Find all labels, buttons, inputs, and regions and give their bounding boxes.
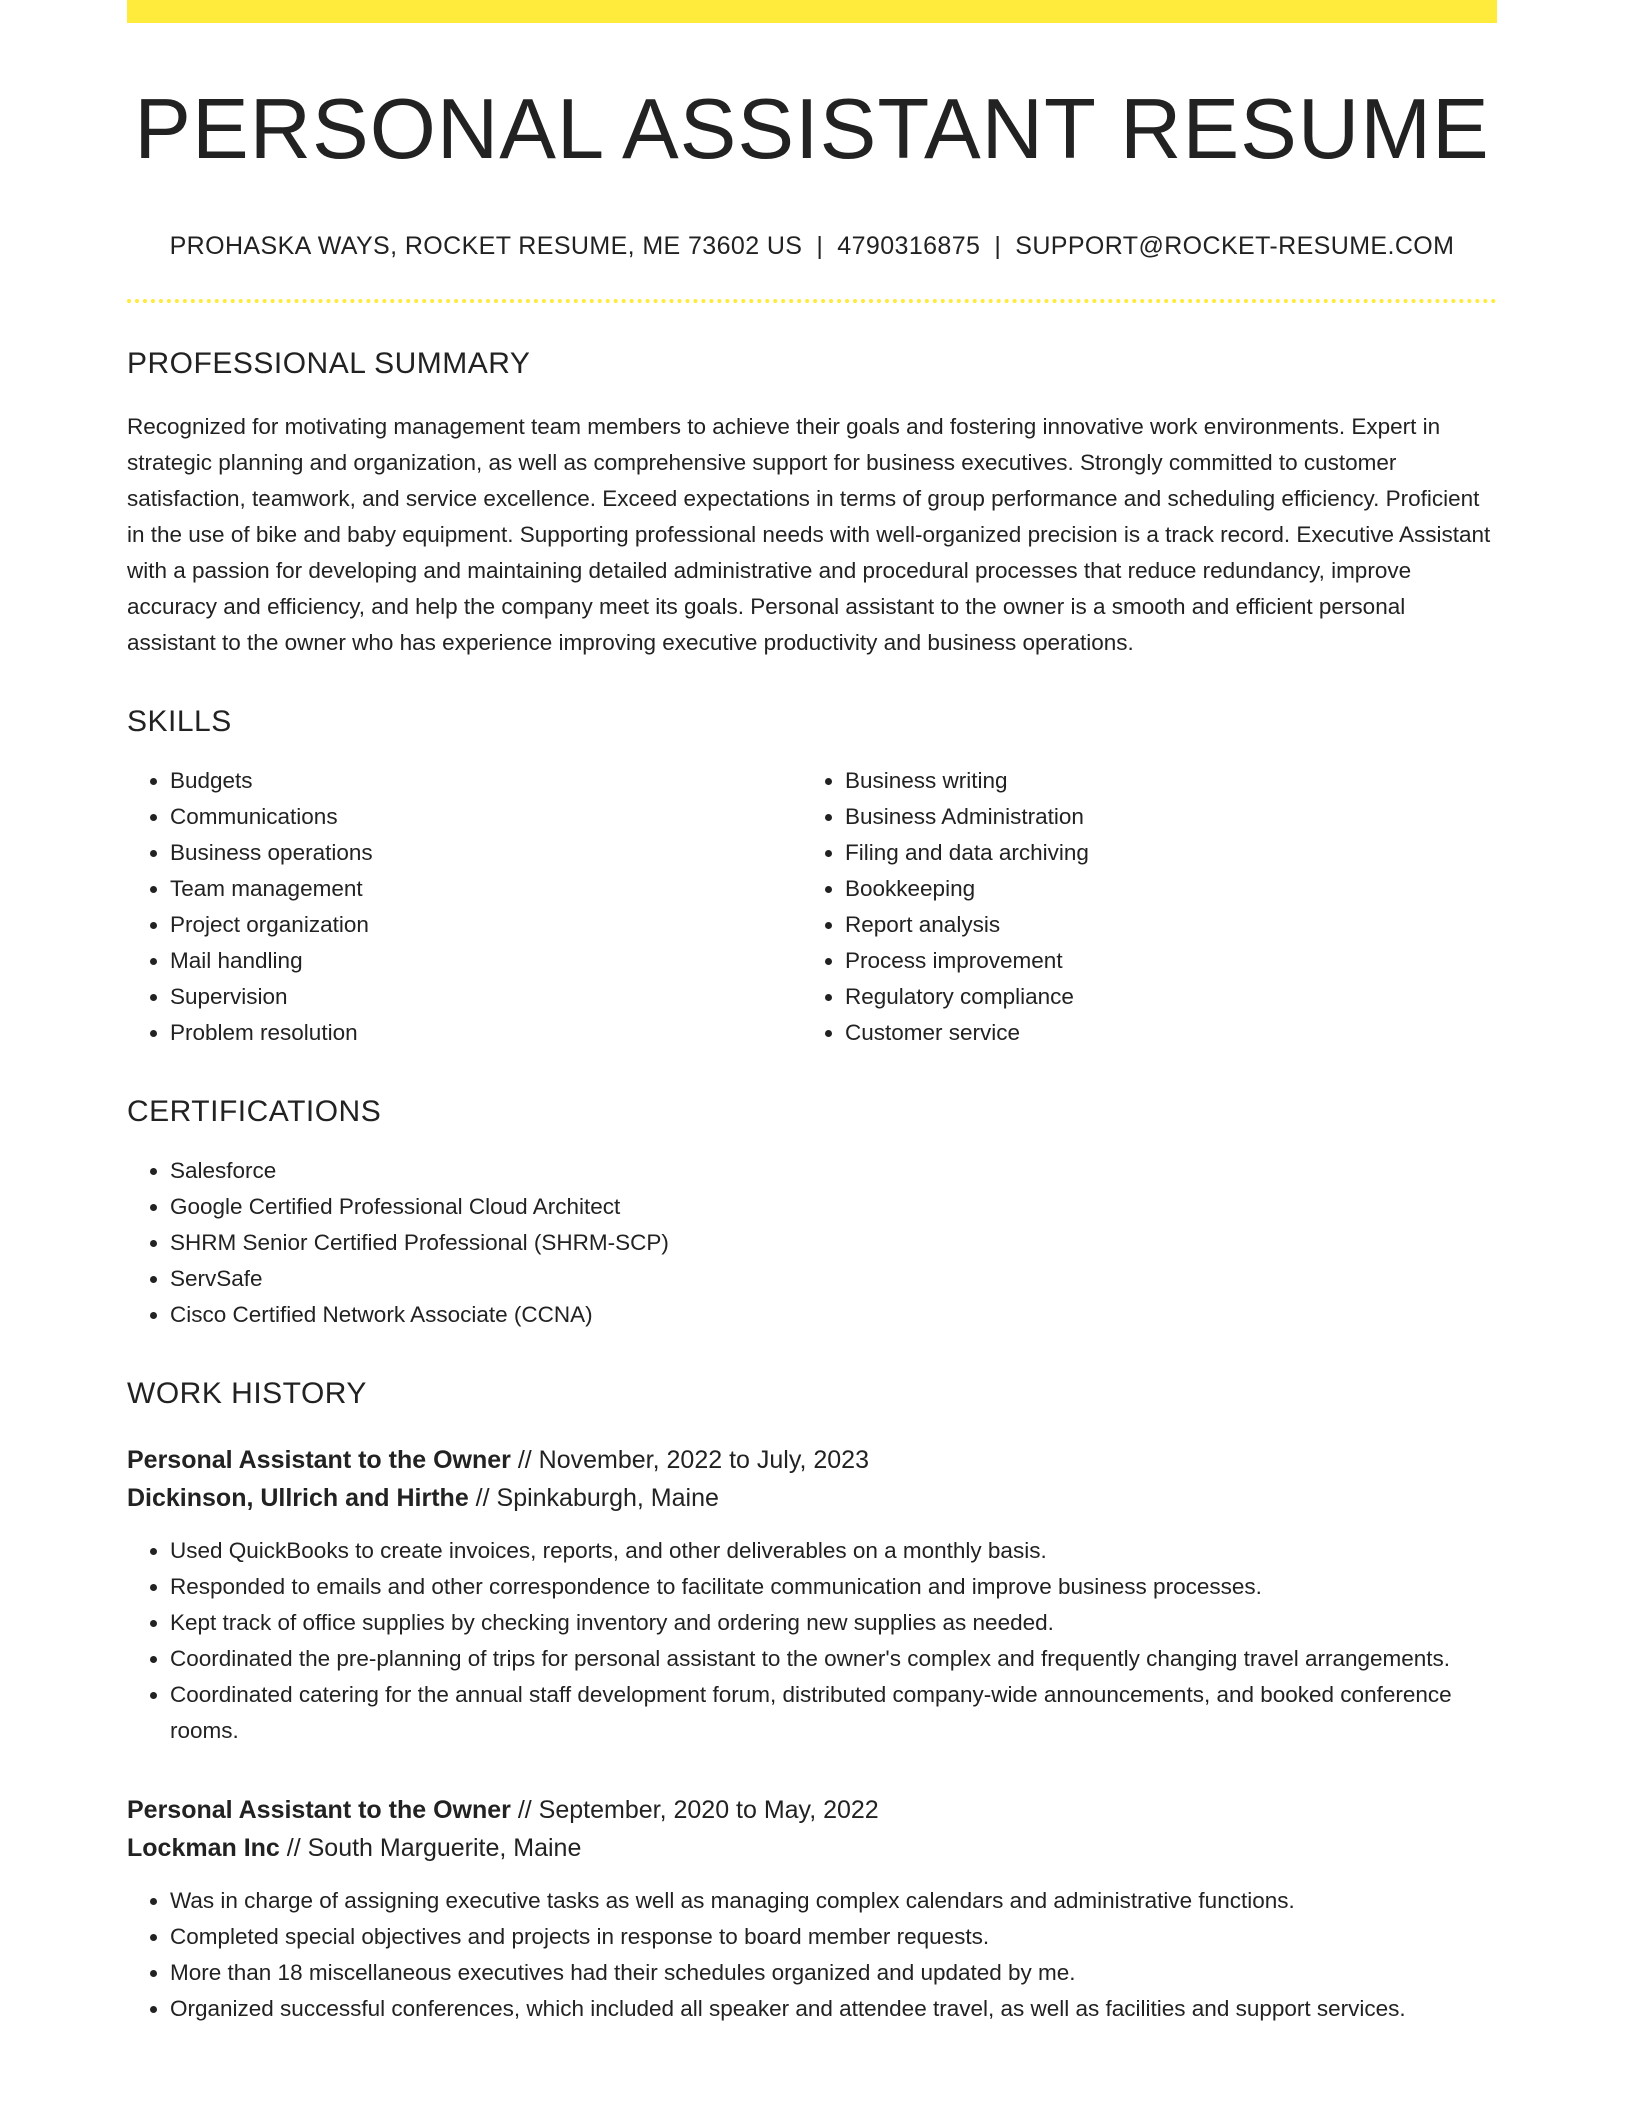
contact-address: PROHASKA WAYS, ROCKET RESUME, ME 73602 US [169, 231, 803, 260]
contact-phone: 4790316875 [837, 231, 981, 260]
skill-item: • Bookkeeping [845, 871, 1477, 907]
job-bullet: • Coordinated catering for the annual staff development forum, distributed company-wide announcements, and booked conference rooms. [170, 1677, 1497, 1749]
certifications-heading: CERTIFICATIONS [127, 1094, 382, 1128]
skills-list-right [802, 763, 1477, 1051]
skill-item: • Process improvement [845, 943, 1477, 979]
summary-text: Recognized for motivating management team members to achieve their goals and fostering innovative work environments. Expert in strategic planning and organization, as well as comprehensive support for business executives. Strongly committed to customer satisfaction, teamwork, and service excellence. Exceed expectations in terms of group performance and scheduling efficiency. Proficient in the use of bike and baby equipment. Supporting professional needs with well-organized precision is a track record. Executive Assistant with a passion for developing and maintaining detailed administrative and procedural processes that reduce redundancy, improve accuracy and efficiency, and help the company meet its goals. Personal assistant to the owner is a smooth and efficient personal assistant to the owner who has experience improving executive productivity and business operations. [127, 413, 1491, 655]
skill-item: • Filing and data archiving [845, 835, 1477, 871]
job-location: // South Marguerite, Maine [279, 1833, 582, 1862]
job-bullet: • More than 18 miscellaneous executives had their schedules organized and updated by me. [170, 1955, 1497, 1991]
contact-line [127, 232, 1497, 261]
skill-item: • Mail handling [170, 943, 802, 979]
job-bullets [127, 1883, 1497, 2027]
job-bullet: • Was in charge of assigning executive tasks as well as managing complex calendars and administrative functions. [170, 1883, 1497, 1919]
summary-heading: PROFESSIONAL SUMMARY [127, 346, 531, 380]
job-bullet: • Completed special objectives and projects in response to board member requests. [170, 1919, 1497, 1955]
resume-title: PERSONAL ASSISTANT RESUME [134, 82, 1490, 177]
skill-item: • Customer service [845, 1015, 1477, 1051]
contact-separator: | [994, 231, 1002, 260]
contact-email: SUPPORT@ROCKET-RESUME.COM [1015, 231, 1455, 260]
resume-page [127, 0, 1497, 2027]
skill-item: • Problem resolution [170, 1015, 802, 1051]
skill-item: • Team management [170, 871, 802, 907]
skill-item: • Budgets [170, 763, 802, 799]
job-bullet: • Used QuickBooks to create invoices, reports, and other deliverables on a monthly basis. [170, 1533, 1497, 1569]
contact-separator: | [816, 231, 824, 260]
job-bullet: • Organized successful conferences, which included all speaker and attendee travel, as well as facilities and support services. [170, 1991, 1497, 2027]
job-title-line [127, 1441, 1497, 1479]
job-title: Personal Assistant to the Owner [127, 1445, 511, 1474]
certification-item: • ServSafe [170, 1261, 1497, 1297]
skill-item: • Communications [170, 799, 802, 835]
certification-item: • Cisco Certified Network Associate (CCNA) [170, 1297, 1497, 1333]
skill-item: • Regulatory compliance [845, 979, 1477, 1015]
job-title-line [127, 1791, 1497, 1829]
job-company: Lockman Inc [127, 1833, 280, 1862]
job-company-line [127, 1479, 1497, 1517]
job-dates: // September, 2020 to May, 2022 [510, 1795, 879, 1824]
job-entry [127, 1791, 1497, 2027]
job-company: Dickinson, Ullrich and Hirthe [127, 1483, 469, 1512]
dotted-divider [127, 299, 1497, 303]
job-dates: // November, 2022 to July, 2023 [510, 1445, 869, 1474]
job-bullet: • Kept track of office supplies by checking inventory and ordering new supplies as needed. [170, 1605, 1497, 1641]
job-bullet: • Responded to emails and other correspondence to facilitate communication and improve business processes. [170, 1569, 1497, 1605]
certification-item: • SHRM Senior Certified Professional (SHRM-SCP) [170, 1225, 1497, 1261]
skill-item: • Business writing [845, 763, 1477, 799]
skill-item: • Supervision [170, 979, 802, 1015]
job-company-line [127, 1829, 1497, 1867]
certification-item: • Salesforce [170, 1153, 1497, 1189]
work-history-heading: WORK HISTORY [127, 1376, 367, 1410]
skill-item: • Report analysis [845, 907, 1477, 943]
certifications-list [127, 1153, 1497, 1333]
skill-item: • Business operations [170, 835, 802, 871]
skill-item: • Project organization [170, 907, 802, 943]
job-title: Personal Assistant to the Owner [127, 1795, 511, 1824]
job-bullets [127, 1533, 1497, 1749]
job-location: // Spinkaburgh, Maine [468, 1483, 719, 1512]
skills-heading: SKILLS [127, 704, 232, 738]
skills-list-left [127, 763, 802, 1051]
job-bullet: • Coordinated the pre-planning of trips for personal assistant to the owner's complex and frequently changing travel arrangements. [170, 1641, 1497, 1677]
accent-bar [127, 0, 1497, 23]
certification-item: • Google Certified Professional Cloud Architect [170, 1189, 1497, 1225]
skills-grid [127, 763, 1497, 1051]
job-entry [127, 1441, 1497, 1749]
skill-item: • Business Administration [845, 799, 1477, 835]
